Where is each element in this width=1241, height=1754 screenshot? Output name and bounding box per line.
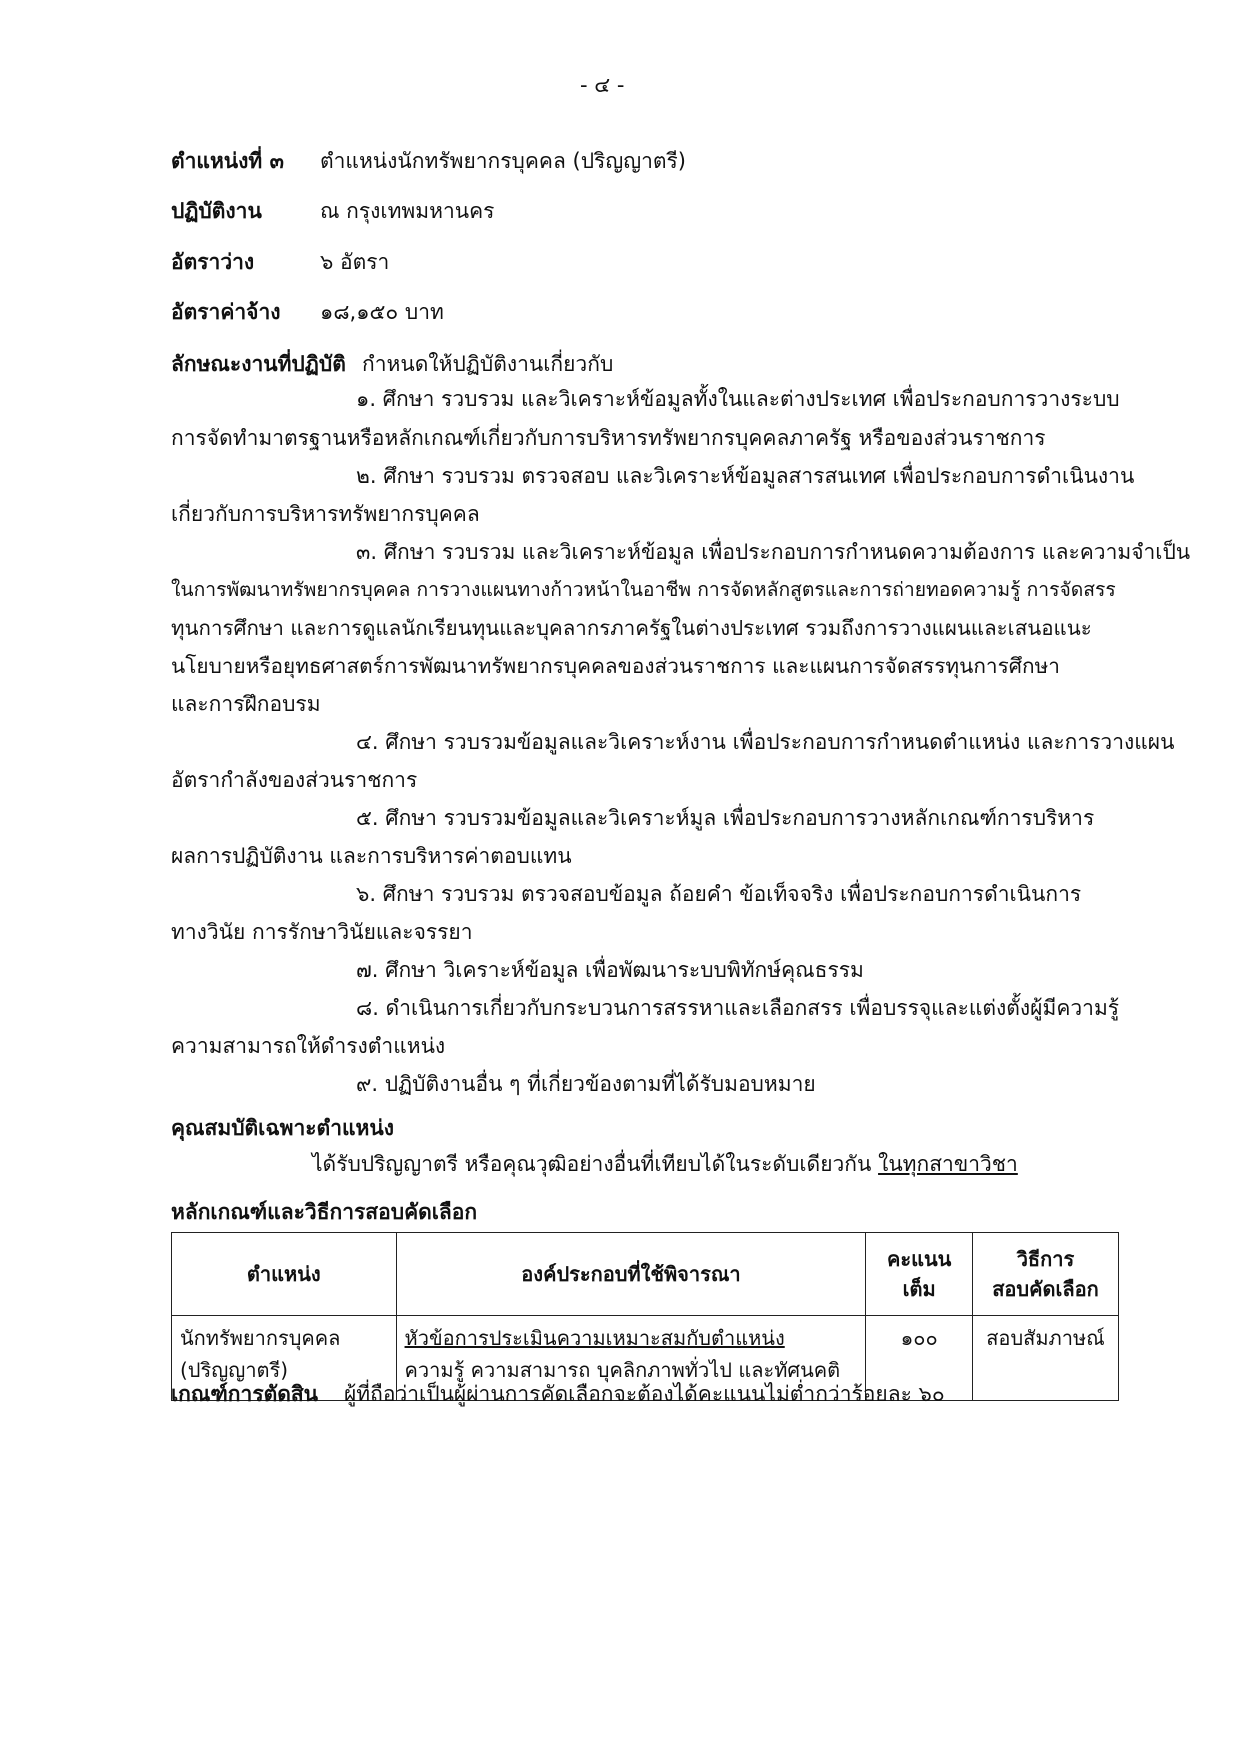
duty-line: และการฝึกอบรม	[171, 692, 321, 716]
page-number: - ๔ -	[580, 73, 625, 97]
table-header-row	[172, 1233, 1119, 1316]
duty-line: ๔. ศึกษา รวบรวมข้อมูลและวิเคราะห์งาน เพื่อประกอบการกำหนดตำแหน่ง และการวางแผน	[356, 730, 1175, 754]
cell-criteria-detail: ความรู้ ความสามารถ บุคลิกภาพทั่วไป และทัศนคติ	[404, 1358, 841, 1382]
duty-line: ๘. ดำเนินการเกี่ยวกับกระบวนการสรรหาและเลือกสรร เพื่อบรรจุและแต่งตั้งผู้มีความรู้	[356, 996, 1120, 1020]
qualification-field: ในทุกสาขาวิชา	[878, 1152, 1018, 1176]
col-method	[972, 1233, 1118, 1316]
salary-label: อัตราค่าจ้าง	[171, 300, 281, 324]
duty-line: ความสามารถให้ดำรงตำแหน่ง	[171, 1034, 446, 1058]
duty-line: ๗. ศึกษา วิเคราะห์ข้อมูล เพื่อพัฒนาระบบพิทักษ์คุณธรรม	[356, 958, 864, 982]
selection-table	[171, 1232, 1119, 1401]
duties-heading: ลักษณะงานที่ปฏิบัติ	[171, 352, 346, 376]
cell-score: ๑๐๐	[866, 1316, 973, 1401]
col-score	[866, 1233, 973, 1316]
col-method-line1: วิธีการ	[1016, 1247, 1075, 1271]
col-position: ตำแหน่ง	[172, 1233, 397, 1316]
col-method-line2: สอบคัดเลือก	[992, 1277, 1099, 1301]
duty-line: เกี่ยวกับการบริหารทรัพยากรบุคคล	[171, 502, 480, 526]
cell-position-line1: นักทรัพยากรบุคคล	[180, 1326, 341, 1350]
col-score-line2: เต็ม	[902, 1277, 936, 1301]
selection-heading: หลักเกณฑ์และวิธีการสอบคัดเลือก	[171, 1200, 478, 1224]
duty-line: ผลการปฏิบัติงาน และการบริหารค่าตอบแทน	[171, 844, 572, 868]
qualification-main: ได้รับปริญญาตรี หรือคุณวุฒิอย่างอื่นที่เทียบได้ในระดับเดียวกัน	[312, 1152, 872, 1176]
vacancy-value: ๖ อัตรา	[320, 250, 390, 274]
decision-label: เกณฑ์การตัดสิน	[171, 1382, 319, 1406]
duty-line: ในการพัฒนาทรัพยากรบุคคล การวางแผนทางก้าวหน้าในอาชีพ การจัดหลักสูตรและการถ่ายทอดความรู้ การจัดสรร	[171, 578, 1116, 601]
duty-line: ๙. ปฏิบัติงานอื่น ๆ ที่เกี่ยวข้องตามที่ได้รับมอบหมาย	[356, 1072, 816, 1096]
duty-line: ทางวินัย การรักษาวินัยและจรรยา	[171, 920, 473, 944]
duty-line: นโยบายหรือยุทธศาสตร์การพัฒนาทรัพยากรบุคคลของส่วนราชการ และแผนการจัดสรรทุนการศึกษา	[171, 654, 1060, 678]
col-score-line1: คะแนน	[886, 1247, 952, 1271]
col-criteria: องค์ประกอบที่ใช้พิจารณา	[396, 1233, 866, 1316]
duties-intro: กำหนดให้ปฏิบัติงานเกี่ยวกับ	[362, 352, 614, 376]
duty-line: อัตรากำลังของส่วนราชการ	[171, 768, 418, 792]
position-label: ตำแหน่งที่ ๓	[171, 149, 284, 173]
duty-line: ๖. ศึกษา รวบรวม ตรวจสอบข้อมูล ถ้อยคำ ข้อเท็จจริง เพื่อประกอบการดำเนินการ	[356, 882, 1082, 906]
duty-line: ๓. ศึกษา รวบรวม และวิเคราะห์ข้อมูล เพื่อประกอบการกำหนดความต้องการ และความจำเป็น	[356, 540, 1191, 564]
qualification-heading: คุณสมบัติเฉพาะตำแหน่ง	[171, 1116, 394, 1140]
duty-line: ๑. ศึกษา รวบรวม และวิเคราะห์ข้อมูลทั้งในและต่างประเทศ เพื่อประกอบการวางระบบ	[356, 387, 1120, 411]
decision-text: ผู้ที่ถือว่าเป็นผู้ผ่านการคัดเลือกจะต้องได้คะแนนไม่ต่ำกว่าร้อยละ ๖๐	[344, 1382, 945, 1406]
position-value: ตำแหน่งนักทรัพยากรบุคคล (ปริญญาตรี)	[320, 149, 687, 173]
duty-line: ทุนการศึกษา และการดูแลนักเรียนทุนและบุคลากรภาครัฐในต่างประเทศ รวมถึงการวางแผนและเสนอแนะ	[171, 616, 1092, 640]
cell-position-line2: (ปริญญาตรี)	[180, 1358, 289, 1382]
work-location-value: ณ กรุงเทพมหานคร	[320, 199, 495, 223]
salary-value: ๑๘,๑๕๐ บาท	[320, 300, 444, 324]
vacancy-label: อัตราว่าง	[171, 250, 255, 274]
duty-line: ๕. ศึกษา รวบรวมข้อมูลและวิเคราะห์มูล เพื่อประกอบการวางหลักเกณฑ์การบริหาร	[356, 806, 1095, 830]
duty-line: ๒. ศึกษา รวบรวม ตรวจสอบ และวิเคราะห์ข้อมูลสารสนเทศ เพื่อประกอบการดำเนินงาน	[356, 464, 1135, 488]
duty-line: การจัดทำมาตรฐานหรือหลักเกณฑ์เกี่ยวกับการบริหารทรัพยากรบุคคลภาครัฐ หรือของส่วนราชการ	[171, 426, 1046, 450]
cell-criteria-title: หัวข้อการประเมินความเหมาะสมกับตำแหน่ง	[404, 1326, 785, 1350]
work-location-label: ปฏิบัติงาน	[171, 199, 262, 223]
qualification-text	[312, 1150, 1018, 1178]
cell-method: สอบสัมภาษณ์	[972, 1316, 1118, 1401]
